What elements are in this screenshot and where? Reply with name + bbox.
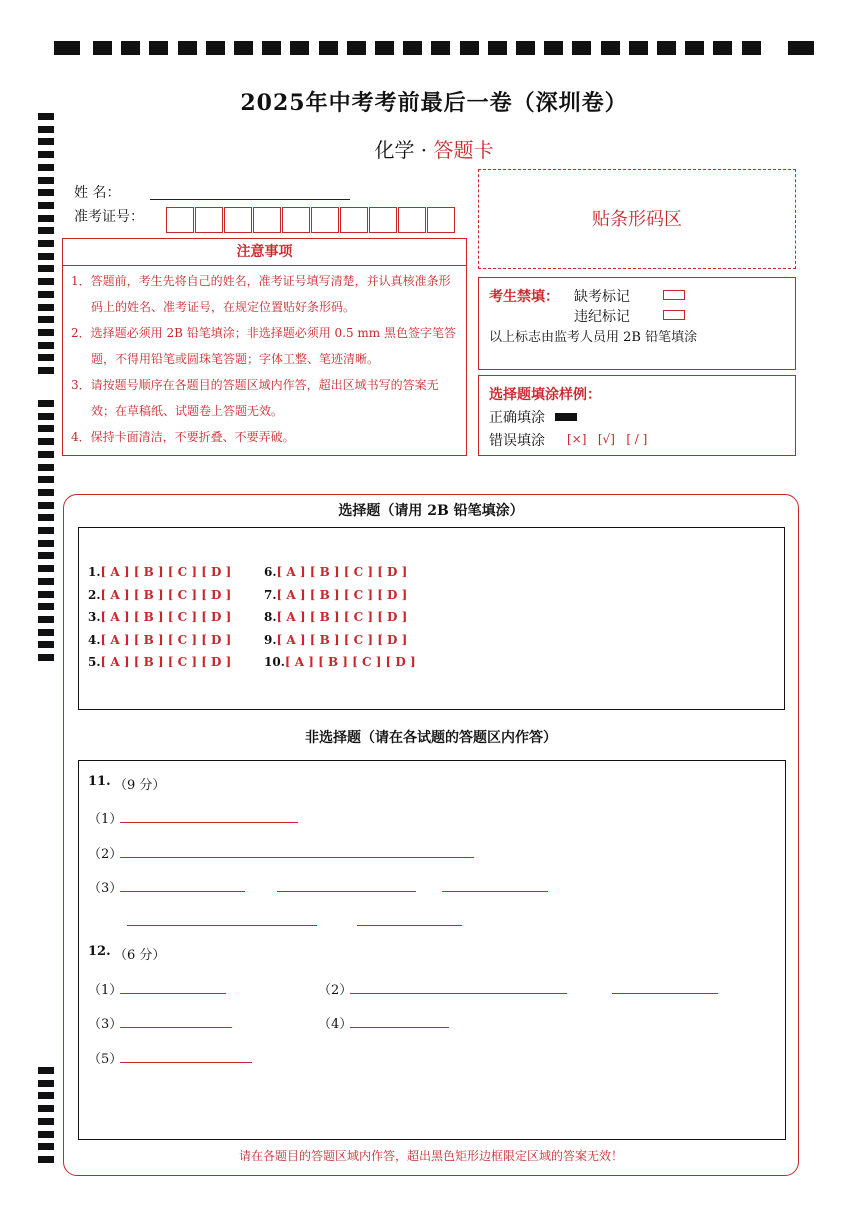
mc-answer-options[interactable]: [ A ] [ B ] [ C ] [ D ] [100,655,232,669]
mc-question-1[interactable] [88,565,231,579]
page-subtitle [0,134,868,163]
timing-mark [262,41,281,55]
mc-answer-options[interactable]: [ A ] [ B ] [ C ] [ D ] [276,610,408,624]
timing-mark [38,540,54,547]
timing-mark [38,438,54,445]
q11-1-answer-line[interactable] [120,822,298,823]
mc-question-number: 6. [264,565,277,579]
mc-answer-options[interactable]: [ A ] [ B ] [ C ] [ D ] [100,587,232,602]
q12-5-answer-line[interactable] [120,1062,252,1063]
timing-mark [375,41,394,55]
page-title: 2025年中考考前最后一卷（深圳卷） [240,90,628,116]
timing-mark [516,41,535,55]
timing-mark [206,41,225,55]
timing-mark [788,41,814,55]
timing-mark [713,41,732,55]
id-digit-box[interactable] [195,207,223,233]
free-response-heading: 非选择题（请在各试题的答题区内作答） [305,730,557,746]
timing-mark [38,400,54,407]
mc-question-number: 5. [88,655,101,669]
timing-mark [38,641,54,648]
id-digit-box[interactable] [427,207,455,233]
timing-mark [38,552,54,559]
timing-mark [38,476,54,483]
timing-mark [38,1156,54,1163]
mc-answer-options[interactable]: [ A ] [ B ] [ C ] [ D ] [100,632,232,647]
notice-item: 4．保持卡面清洁，不要折叠、不要弄破。 [71,430,295,444]
free-response-box [78,760,786,1140]
mc-answer-options[interactable]: [ A ] [ B ] [ C ] [ D ] [276,565,408,579]
forbidden-box [478,277,796,370]
q12-3-answer-line[interactable] [120,1027,232,1028]
footer-warning: 请在各题目的答题区域内作答，超出黑色矩形边框限定区域的答案无效！ [238,1149,623,1163]
q12-sub-label: （5） [88,1052,123,1067]
timing-mark [38,164,54,171]
notice-item: 1．答题前，考生先将自己的姓名，准考证号填写清楚，并认真核准条形码上的姓名、准考证号，在规定位置贴好条形码。 [71,274,451,314]
timing-mark [38,189,54,196]
q12-sub-label: （2） [318,983,353,998]
timing-mark [488,41,507,55]
subject-label: 化学 · [374,138,434,162]
q12-sub-label: （1） [88,983,123,998]
mc-question-number: 8. [264,610,277,624]
fill-example-title: 选择题填涂样例： [489,387,601,403]
timing-mark [178,41,197,55]
barcode-label: 贴条形码区 [592,209,682,230]
timing-mark [149,41,168,55]
forbidden-label: 考生禁填： [489,289,559,305]
timing-mark [38,253,54,260]
timing-mark [38,413,54,420]
mc-question-8[interactable] [264,610,407,624]
id-digit-box[interactable] [282,207,310,233]
q11-3-answer-line[interactable] [442,891,548,892]
timing-mark [38,291,54,298]
timing-mark [38,227,54,234]
id-digit-box[interactable] [311,207,339,233]
timing-mark [38,126,54,133]
timing-mark [38,629,54,636]
timing-mark [38,603,54,610]
mc-answer-options[interactable]: [ A ] [ B ] [ C ] [ D ] [284,655,416,669]
timing-mark [38,489,54,496]
wrong-fill-label: 错误填涂 [489,433,545,449]
id-digit-box[interactable] [340,207,368,233]
timing-mark [38,565,54,572]
timing-mark [601,41,620,55]
id-digit-box[interactable] [166,207,194,233]
id-digit-box[interactable] [224,207,252,233]
mc-question-6[interactable] [264,565,407,579]
q12-2-answer-line[interactable] [612,993,718,994]
timing-mark [38,265,54,272]
correct-fill-sample [555,413,577,421]
timing-mark [38,451,54,458]
q12-4-answer-line[interactable] [350,1027,449,1028]
timing-mark [38,316,54,323]
mc-answer-options[interactable]: [ A ] [ B ] [ C ] [ D ] [276,632,408,647]
mc-heading: 选择题（请用 2B 铅笔填涂） [338,503,524,519]
timing-mark [38,367,54,374]
timing-mark [38,240,54,247]
timing-mark [629,41,648,55]
notice-item: 2．选择题必须用 2B 铅笔填涂；非选择题必须用 0.5 mm 黑色签字笔答题，不得用铅笔或圆珠笔答题；字体工整、笔迹清晰。 [71,326,457,366]
q12-1-answer-line[interactable] [120,993,226,994]
timing-mark [38,464,54,471]
timing-mark [290,41,309,55]
timing-mark [54,41,80,55]
timing-mark [347,41,366,55]
timing-mark [572,41,591,55]
q11-number: 11. [88,774,111,789]
q11-3-answer-line[interactable] [357,925,462,926]
timing-mark [38,202,54,209]
q11-sub-label: （3） [88,881,123,896]
card-label: 答题卡 [433,138,494,162]
timing-mark [234,41,253,55]
timing-mark [38,578,54,585]
mc-question-5[interactable] [88,655,231,669]
mc-answer-options[interactable]: [ A ] [ B ] [ C ] [ D ] [276,587,408,602]
notice-box [62,238,467,456]
absent-label: 缺考标记 [574,289,630,305]
timing-mark [38,502,54,509]
q11-3-answer-line[interactable] [127,925,317,926]
timing-mark [93,41,112,55]
mc-question-number: 10. [264,655,285,669]
name-label: 姓 名： [74,185,121,201]
id-digit-box[interactable] [398,207,426,233]
q11-sub-label: （1） [88,812,123,827]
mc-question-number: 4. [88,632,101,647]
name-field[interactable] [150,199,350,200]
timing-mark [38,425,54,432]
timing-mark [121,41,140,55]
id-digit-box[interactable] [369,207,397,233]
timing-mark [38,215,54,222]
timing-mark [460,41,479,55]
mc-question-4[interactable] [88,633,231,647]
mc-question-number: 7. [264,587,277,602]
timing-mark [38,354,54,361]
mc-question-number: 3. [88,610,101,624]
timing-mark [38,654,54,661]
timing-mark [431,41,450,55]
timing-mark [38,1118,54,1125]
violation-label: 违纪标记 [574,309,630,325]
timing-mark [38,591,54,598]
timing-mark [38,1131,54,1138]
timing-mark [38,304,54,311]
mc-answer-options[interactable]: [ A ] [ B ] [ C ] [ D ] [100,565,232,579]
timing-mark [657,41,676,55]
timing-mark [403,41,422,55]
q12-2-answer-line[interactable] [350,993,567,994]
mc-question-10[interactable] [264,655,416,669]
forbidden-note: 以上标志由监考人员用 2B 铅笔填涂 [489,330,698,345]
q11-2-answer-line[interactable] [120,857,474,858]
q12-number: 12. [88,944,111,959]
id-label: 准考证号： [74,209,144,225]
mc-question-3[interactable] [88,610,231,624]
timing-mark [38,1080,54,1087]
q11-3-answer-line[interactable] [277,891,416,892]
timing-mark [38,342,54,349]
timing-mark [38,1105,54,1112]
barcode-area [478,169,796,269]
q12-sub-label: （4） [318,1017,353,1032]
notice-heading: 注意事项 [63,239,466,266]
wrong-fill-samples: [×] [√] [ / ] [567,432,648,446]
timing-mark [544,41,563,55]
mc-question-9[interactable] [264,633,407,647]
top-timing-marks [54,41,814,55]
timing-mark [38,177,54,184]
violation-mark-box[interactable] [663,310,685,320]
mc-question-2[interactable] [88,588,231,602]
q12-sub-label: （3） [88,1017,123,1032]
q11-sub-label: （2） [88,847,123,862]
timing-mark [685,41,704,55]
mc-question-number: 2. [88,587,101,602]
notice-item: 3．请按题号顺序在各题目的答题区域内作答，超出区域书写的答案无效；在草稿纸、试题卷上答题无效。 [71,378,439,418]
timing-mark [38,329,54,336]
timing-mark [38,514,54,521]
timing-mark [38,1067,54,1074]
q11-score: （9 分） [114,778,166,793]
mc-question-number: 9. [264,632,277,647]
mc-answer-options[interactable]: [ A ] [ B ] [ C ] [ D ] [100,610,232,624]
timing-mark [319,41,338,55]
timing-mark [38,1092,54,1099]
correct-fill-label: 正确填涂 [489,410,545,426]
mc-question-7[interactable] [264,588,407,602]
mc-question-number: 1. [88,565,101,579]
id-digit-box[interactable] [253,207,281,233]
q11-3-answer-line[interactable] [120,891,245,892]
timing-mark [38,278,54,285]
timing-mark [38,527,54,534]
timing-mark [38,616,54,623]
absent-mark-box[interactable] [663,290,685,300]
timing-mark [38,1143,54,1150]
timing-mark [742,41,761,55]
q12-score: （6 分） [114,948,166,963]
fill-example-box [478,375,796,456]
